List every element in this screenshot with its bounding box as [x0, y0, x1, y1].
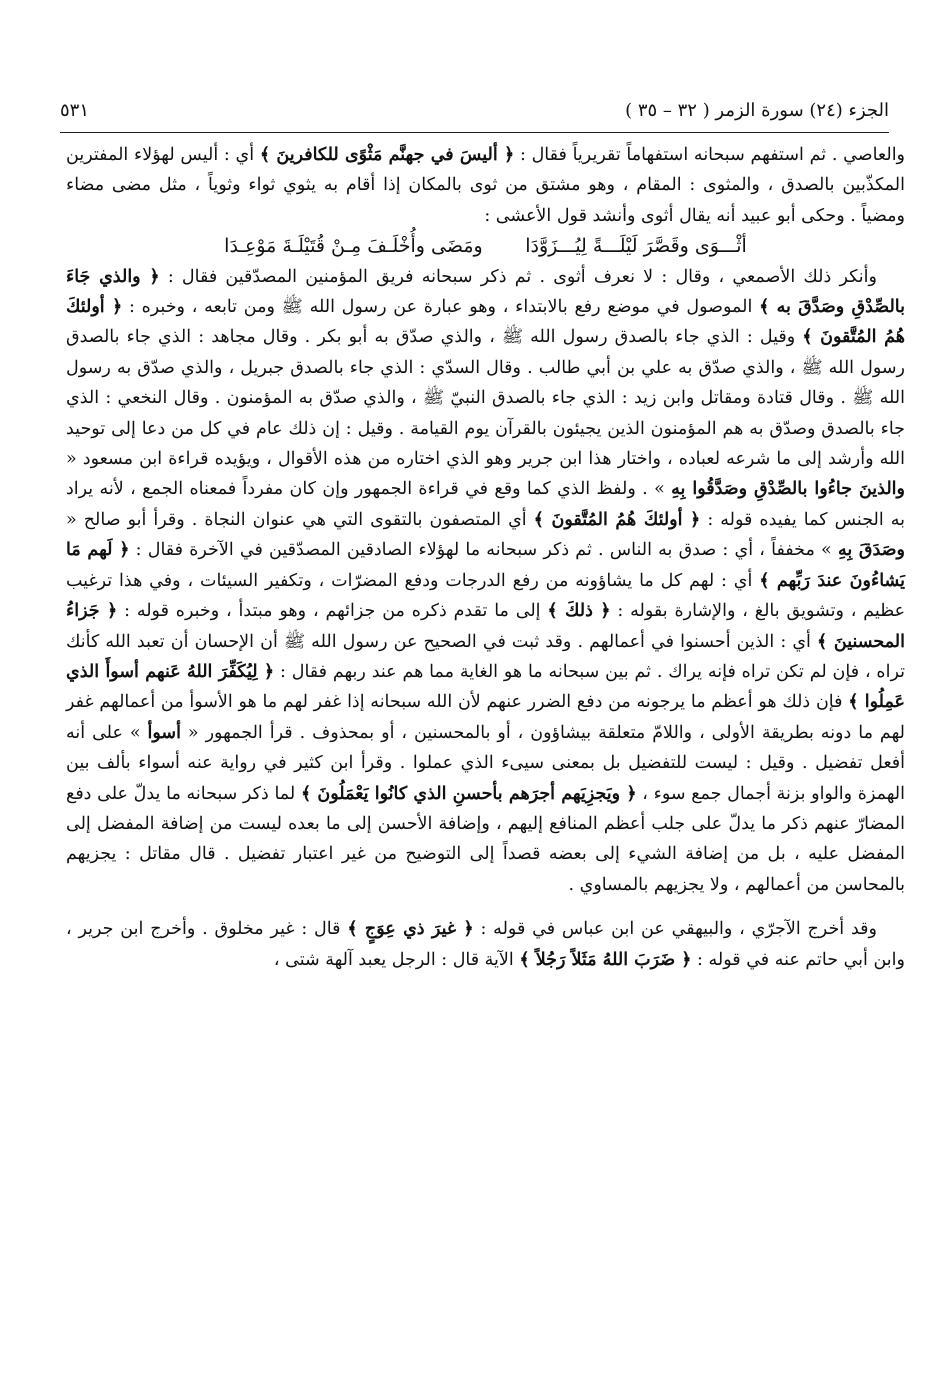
text-run: أي : لهم كل ما يشاؤونه من رفع الدرجات ودفع المضرّات ، وتكفير السيئات ، وفي هذا ترغيب عظيم ، وتشويق بالغ ، والإشارة بقوله : [66, 570, 906, 622]
text-run: أي : الذين أحسنوا في أعمالهم . وقد ثبت في الصحيح عن رسول الله ﷺ أن الإحسان أن تعبد الله كأنك تراه ، فإن لم تكن تراه فإنه يراك . ثم بين سبحانه ما هو الغاية مما هم عند ربهم فقال : [66, 631, 905, 682]
quran-quote: ﴿ لَهم مَا يَشاءُونَ عندَ رَبِّهم ﴾ [66, 540, 906, 591]
header-rule [60, 132, 889, 133]
paragraph-3 [66, 914, 905, 975]
text-run: الموصول في موضع رفع بالابتداء ، وهو عبارة عن رسول الله ﷺ ومن تابعه ، وخبره : [122, 297, 760, 318]
paragraph-2 [66, 262, 905, 901]
text-run: » مخففاً ، أي : صدق به الناس . ثم ذكر سبحانه ما لهؤلاء الصادقين المصدّقين في الآخرة فقال : [129, 540, 838, 561]
verse-first-hemistich: أثْـــوَى وقَصَّرَ لَيْلَـــةً لِيُـــزَوَّدَا [525, 235, 747, 258]
text-run: والعاصي . ثم استفهم سبحانه استفهاماً تقريرياً فقال : [514, 145, 906, 165]
text-run: » . ولفظ الذي كما وقع في قراءة الجمهور وإن كان مفرداً فمعناه الجمع ، لأنه يراد به الجنس كما يفيده قوله : [66, 479, 905, 530]
quran-quote: وصَدَقَ بِهِ [837, 540, 905, 561]
quran-quote: ﴿ ويَجزِيَهم أجرَهم بأحسنِ الذي كانُوا يَعْمَلُونَ ﴾ [300, 783, 637, 804]
poetry-verse [66, 231, 905, 261]
quran-quote: ﴿ والذي جَاءَ بالصِّدْقِ وصَدَّقَ به ﴾ [66, 266, 905, 318]
quran-quote: ﴿ أولئكَ هُمُ المُتَّقونَ ﴾ [533, 509, 701, 530]
text-run: الآية قال : الرجل يعبد آلهة شتى ، [273, 949, 520, 970]
text-run: لما ذكر سبحانه ما يدلّ على دفع المضارّ عنهم ذكر ما يدلّ على جلب أعظم المنافع إليهم ، وإضافة الأحسن إلى ما بعده ليست من إضافة المفضل إلى المفضل عليه ، بل من إضافة الشيء إلى بعضه قصداً إلى التوضيح من غير اعتبار تفضيل . قال مقاتل : يجزيهم بالمحاسن من أعمالهم ، ولا يجزيهم بالمساوي . [66, 783, 905, 895]
quran-quote: ﴿ ذلكَ ﴾ [547, 601, 611, 622]
paragraph-gap [66, 900, 905, 914]
text-run: وأنكر ذلك الأصمعي ، وقال : لا نعرف أثوى . ثم ذكر سبحانه فريق المؤمنين المصدّقين فقال : [159, 266, 877, 287]
text-run: فإن ذلك هو أعظم ما يرجونه من دفع الضرر عنهم لأن الله سبحانه إذا غفر لهم ما هو الأسوأ من أعمالهم غفر لهم ما دونه بطريقة الأولى ، واللامّ متعلقة بيشاؤون ، أو بالمحسنين ، أو بمحذوف . قرأ الجمهور « [66, 692, 905, 743]
page-number: ٥٣١ [60, 100, 90, 121]
running-header [60, 100, 889, 132]
text-run: » على أنه أفعل تفضيل . وقيل : ليست للتفضيل بل بمعنى سيىء الذي عملوا . وقرأ ابن كثير في رواية عنه أسواء بألف بين الهمزة والواو بزنة أجمال جمع سوء ، [66, 722, 905, 804]
text-run: قال : غير مخلوق . وأخرج ابن جرير ، وابن أبي حاتم عنه في قوله : [66, 919, 905, 970]
text-run: أي : أليس لهؤلاء المفترين المكذّبين بالصدق ، والمثوى : المقام ، وهو مشتق من ثوى بالمكان إذا أقام به يثوي ثواء وثوياً ، مثل مضى مضاء ومضياً . وحكى أبو عبيد أنه يقال أثوى وأنشد قول الأعشى : [66, 145, 905, 226]
quran-quote: ﴿ أليسَ في جهنَّم مَثْوًى للكافرينَ ﴾ [259, 145, 515, 165]
quran-quote: ﴿ لِيُكَفِّرَ اللهُ عَنهم أسوأَ الذي عَمِلُوا ﴾ [66, 661, 906, 713]
quran-quote: أسوأ [147, 722, 181, 743]
quran-quote: والذينَ جاءُوا بالصِّدْقِ وصَدَّقُوا بِهِ [671, 479, 905, 500]
text-run: وقيل : الذي جاء بالصدق رسول الله ﷺ ، والذي صدّق به أبو بكر . وقال مجاهد : الذي جاء بالصدق رسول الله ﷺ ، والذي صدّق به علي بن أبي طالب . وقال السدّي : الذي جاء بالصدق جبريل ، والذي صدّق به رسول الله ﷺ . وقال قتادة ومقاتل وابن زيد : الذي جاء بالصدق النبيّ ﷺ ، والذي صدّق به المؤمنون . وقال النخعي : الذي جاء بالصدق وصدّق به هم المؤمنون الذين يجيئون بالقرآن يوم القيامة . وقيل : إن ذلك عام في كل من دعا إلى توحيد الله وأرشد إلى ما شرعه لعباده ، واختار هذا ابن جرير وهو الذي اختاره من هذه الأقوال ، ويؤيده قراءة ابن مسعود « [66, 327, 905, 470]
quran-quote: ﴿ أولئكَ هُمُ المُتَّقونَ ﴾ [66, 297, 906, 348]
text-run: إلى ما تقدم ذكره من جزائهم ، وهو مبتدأ ، وخبره قوله : [117, 601, 548, 622]
page-body [66, 140, 905, 975]
text-run: وقد أخرج الآجرّي ، والبيهقي عن ابن عباس في قوله : [473, 919, 877, 940]
quran-quote: ﴿ جَزاءُ المحسنينَ ﴾ [66, 601, 906, 652]
quran-quote: ﴿ غيرَ ذي عِوَجٍ ﴾ [347, 919, 474, 940]
text-run: أي المتصفون بالتقوى التي هي عنوان النجاة . وقرأ أبو صالح « [66, 509, 534, 530]
quran-quote: ﴿ ضَرَبَ اللهُ مَثَلاً رَجُلاً ﴾ [519, 949, 692, 970]
header-title: الجزء (٢٤) سورة الزمر ( ٣٢ – ٣٥ ) [625, 100, 889, 121]
paragraph-1 [66, 140, 905, 231]
verse-second-hemistich: ومَضَى وأُخْلَـفَ مِـنْ قُتَيْلَـةَ مَوْعِـدَا [224, 235, 483, 258]
